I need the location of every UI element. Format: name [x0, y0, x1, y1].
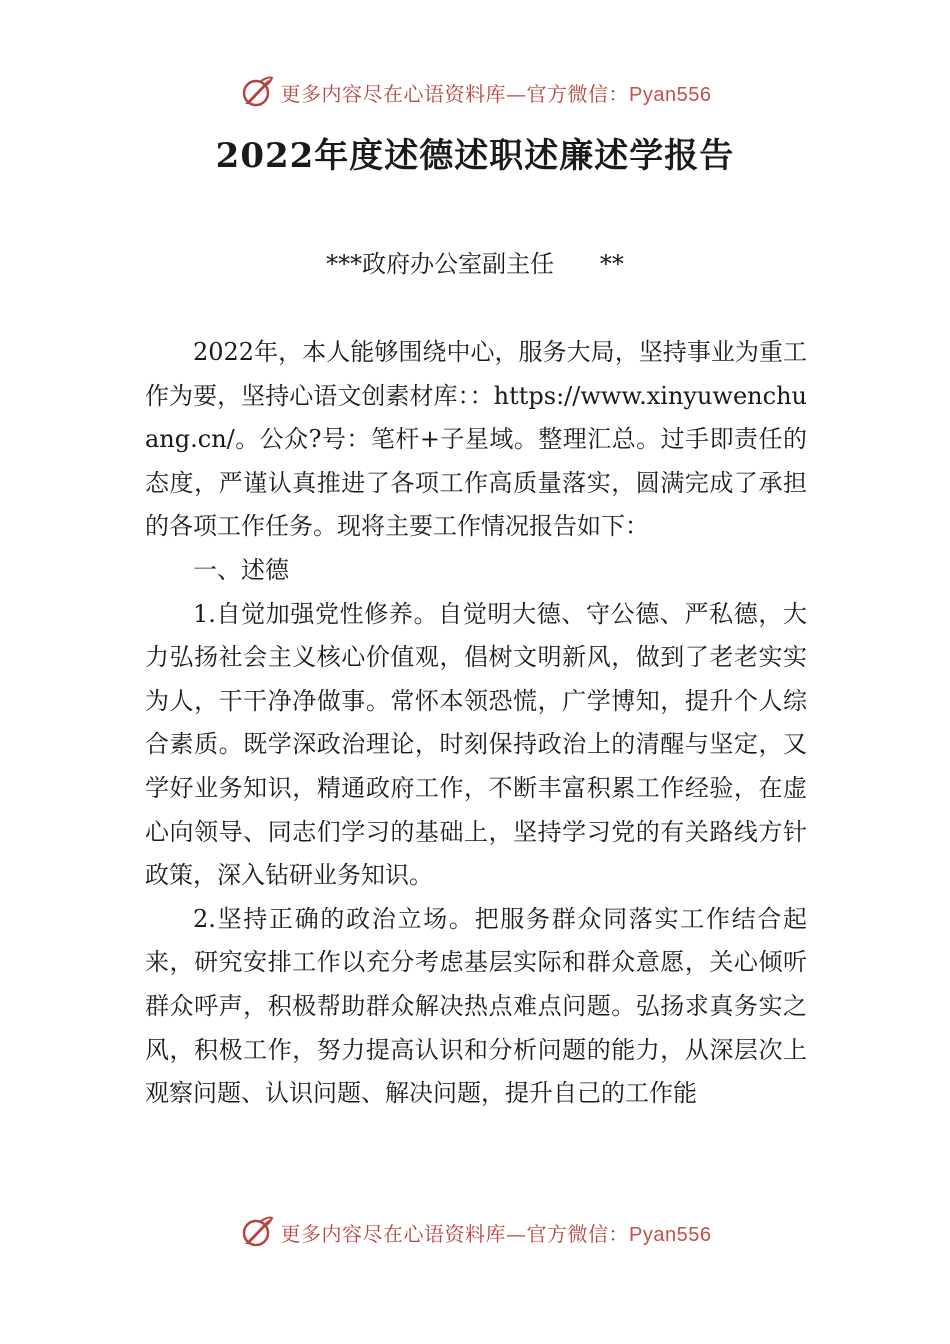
body-paragraph: 2.坚持正确的政治立场。把服务群众同落实工作结合起来，研究安排工作以充分考虑基层实际和群众意愿，关心倾听群众呼声，积极帮助群众解决热点难点问题。弘扬求真务实之风，积极工作，努力提高认识和分析问题的能力，从深层次上观察问题、认识问题、解决问题，提升自己的工作能 [145, 904, 807, 1108]
watermark-text: 更多内容尽在心语资料库—官方微信：Pyan556 [280, 81, 712, 106]
wechat-id: Pyan556 [629, 1223, 712, 1246]
watermark-banner-bottom [0, 1212, 950, 1252]
body-paragraph: 2022年，本人能够围绕中心，服务大局，坚持事业为重工作为要，坚持心语文创素材库：：https://www.xinyuwenchuang.cn/。公众?号：笔杆+子星域。整理汇总。过手即责任的态度，严谨认真推进了各项工作高质量落实，圆满完成了承担的各项工作任务。现将主要工作情况报告如下： [145, 338, 807, 541]
watermark-text: 更多内容尽在心语资料库—官方微信：Pyan556 [280, 1221, 712, 1246]
watermark-banner-top [0, 72, 950, 112]
section-heading: 一、述德 [193, 555, 289, 584]
body-paragraph: 1.自觉加强党性修养。自觉明大德、守公德、严私德，大力弘扬社会主义核心价值观，倡树文明新风，做到了老老实实为人，干干净净做事。常怀本领恐慌，广学博知，提升个人综合素质。既学深政治理论，时刻保持政治上的清醒与坚定，又学好业务知识，精通政府工作，不断丰富积累工作经验，在虚心向领导、同志们学习的基础上，坚持学习党的有关路线方针政策，深入钻研业务知识。 [145, 599, 807, 890]
quill-pen-icon [239, 74, 275, 110]
wechat-id: Pyan556 [629, 83, 712, 106]
document-body [145, 331, 807, 1116]
document-title: 2022年度述德述职述廉述学报告 [215, 136, 735, 176]
author-line: ***政府办公室副主任 ** [326, 250, 624, 278]
quill-pen-icon [239, 1214, 275, 1250]
